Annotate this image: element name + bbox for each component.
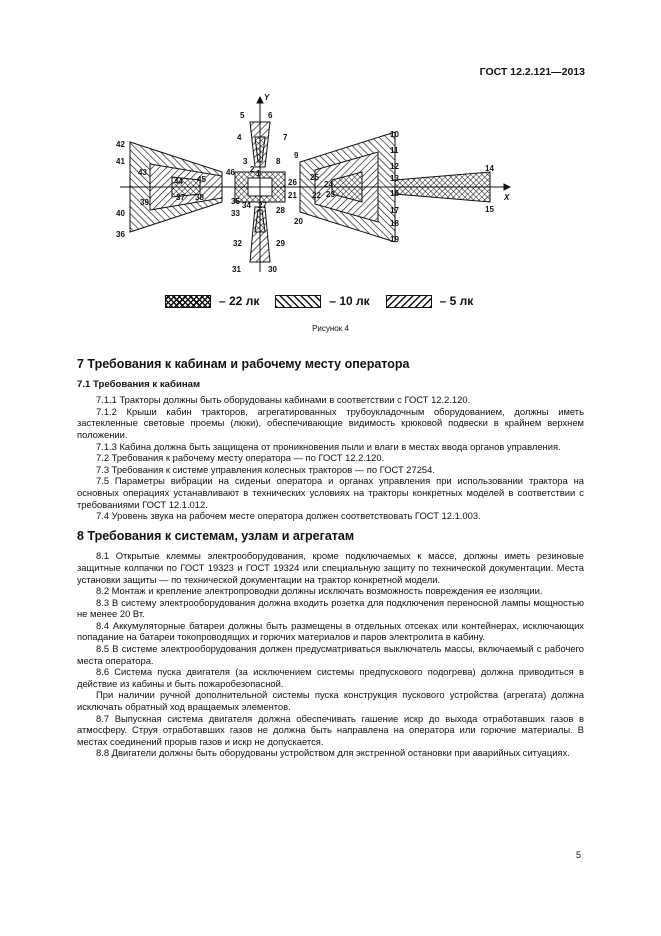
- point-label-30: 30: [268, 265, 277, 274]
- point-label-22: 22: [312, 191, 321, 200]
- point-label-8: 8: [276, 157, 281, 166]
- section-7-1-title: 7.1 Требования к кабинам: [77, 378, 201, 390]
- point-label-26: 26: [288, 178, 297, 187]
- paragraph: 8.3 В систему электрооборудования должна входить розетка для подключения переносной лампы мощностью не менее 20 Вт.: [77, 596, 584, 620]
- point-label-46: 46: [226, 168, 235, 177]
- point-label-39: 39: [140, 198, 149, 207]
- point-label-9: 9: [294, 151, 299, 160]
- point-label-41: 41: [116, 157, 125, 166]
- paragraph: 8.4 Аккумуляторные батареи должны быть размещены в отдельных отсеках или контейнерах, исключающих попадание на батареи токопроводящих и горючих материалов и паров электролита в кабину.: [77, 619, 584, 643]
- document-header: ГОСТ 12.2.121—2013: [479, 66, 585, 78]
- figure-caption: Рисунок 4: [312, 324, 349, 333]
- point-label-25: 25: [310, 173, 319, 182]
- point-label-4: 4: [237, 133, 242, 142]
- point-label-33: 33: [231, 209, 240, 218]
- point-label-5: 5: [240, 111, 245, 120]
- legend-label-5lx: – 5 лк: [439, 294, 474, 308]
- point-label-21: 21: [288, 191, 297, 200]
- legend-swatch-10lx: [275, 295, 321, 308]
- point-label-24: 24: [324, 180, 333, 189]
- paragraph: 7.1.2 Крыши кабин тракторов, агрегатированных трубоукладочным оборудованием, должны иметь застекленные световые проемы (люки), обеспечивающие видимость крюковой подвески в крайнем верхнем положении.: [77, 405, 584, 440]
- point-label-31: 31: [232, 265, 241, 274]
- point-label-28: 28: [276, 206, 285, 215]
- legend-label-10lx: – 10 лк: [329, 294, 370, 308]
- paragraph: 7.3 Требования к системе управления колесных тракторов — по ГОСТ 27254.: [96, 463, 435, 475]
- point-label-11: 11: [390, 146, 399, 155]
- point-label-32: 32: [233, 239, 242, 248]
- paragraph: 8.7 Выпускная система двигателя должна обеспечивать гашение искр до выхода отработавших газов в атмосферу. Струя отработавших газов не должна быть направлена на оператора или горючие материалы. В местах соединений прорыв газов и искр не допускается.: [77, 712, 584, 747]
- paragraph: 8.2 Монтаж и крепление электропроводки должны исключать возможность повреждения ее изоляции.: [96, 585, 543, 597]
- point-label-17: 17: [390, 206, 399, 215]
- body-text: [77, 359, 584, 759]
- point-label-1: 1: [256, 169, 261, 178]
- legend-swatch-22lx: [165, 295, 211, 308]
- paragraph: 7.5 Параметры вибрации на сиденьи оператора и органах управления при использовании трактора на основных операциях устанавливают в технических условиях на тракторы конкретных моделей в соответствии с требованиями ГОСТ 12.1.012.: [77, 475, 584, 510]
- point-label-15: 15: [485, 205, 494, 214]
- legend-label-22lx: – 22 лк: [219, 294, 260, 308]
- point-label-36: 36: [116, 230, 125, 239]
- point-label-23: 23: [326, 190, 335, 199]
- point-label-40: 40: [116, 209, 125, 218]
- paragraph: 8.5 В системе электрооборудования должен предусматриваться выключатель массы, включаемый с рабочего места оператора.: [77, 643, 584, 666]
- point-label-13: 13: [390, 174, 399, 183]
- point-label-37: 37: [176, 193, 185, 202]
- paragraph: 7.2 Требования к рабочему месту оператора — по ГОСТ 12.2.120.: [96, 452, 385, 464]
- point-label-16: 16: [390, 189, 399, 198]
- point-label-10: 10: [390, 130, 399, 139]
- point-label-43: 43: [138, 168, 147, 177]
- point-label-29: 29: [276, 239, 285, 248]
- point-label-35: 35: [231, 197, 240, 206]
- point-label-7: 7: [283, 133, 288, 142]
- point-label-20: 20: [294, 217, 303, 226]
- figure-legend: [165, 294, 473, 308]
- point-label-45: 45: [197, 175, 206, 184]
- axis-label-x: X: [504, 193, 510, 202]
- section-8-title: 8 Требования к системам, узлам и агрегатам: [77, 528, 355, 543]
- page-number: 5: [575, 850, 581, 860]
- point-label-18: 18: [390, 219, 399, 228]
- point-label-14: 14: [485, 164, 494, 173]
- illumination-zones-diagram: [100, 92, 560, 282]
- axis-label-y: Y: [264, 93, 270, 102]
- paragraph: 8.6 Система пуска двигателя (за исключением системы предпускового подогрева) должна приводиться в действие из кабины и быть пожаробезопасной.: [77, 666, 584, 689]
- paragraph: 8.8 Двигатели должны быть оборудованы устройством для экстренной остановки при аварийных ситуациях.: [96, 747, 570, 759]
- paragraph: 7.1.1 Тракторы должны быть оборудованы кабинами в соответствии с ГОСТ 12.2.120.: [96, 394, 471, 406]
- point-label-3: 3: [243, 157, 248, 166]
- legend-swatch-5lx: [386, 295, 432, 308]
- point-label-27: 27: [258, 201, 267, 210]
- point-label-2: 2: [250, 165, 255, 174]
- point-label-44: 44: [174, 177, 183, 186]
- point-label-34: 34: [242, 201, 251, 210]
- paragraph: 8.1 Открытые клеммы электрооборудования, кроме подключаемых к массе, должны иметь резиновые защитные колпачки по ГОСТ 19323 и ГОСТ 19324 или специальную защиту по технической документации. Места установки защиты — по технической документации на трактор конкретной модели.: [77, 550, 584, 585]
- paragraph: 7.4 Уровень звука на рабочем месте оператора должен соответствовать ГОСТ 12.1.003.: [96, 510, 481, 522]
- point-label-6: 6: [268, 111, 273, 120]
- point-label-42: 42: [116, 140, 125, 149]
- point-label-38: 38: [195, 193, 204, 202]
- point-label-12: 12: [390, 162, 399, 171]
- paragraph: 7.1.3 Кабина должна быть защищена от проникновения пыли и влаги в местах ввода органов управления.: [96, 440, 561, 452]
- paragraph: При наличии ручной дополнительной системы пуска конструкция пускового устройства (агрегата) должна исключать обратный ход вращаемых элементов.: [77, 689, 584, 713]
- point-label-19: 19: [390, 235, 399, 244]
- section-7-title: 7 Требования к кабинам и рабочему месту оператора: [77, 357, 410, 371]
